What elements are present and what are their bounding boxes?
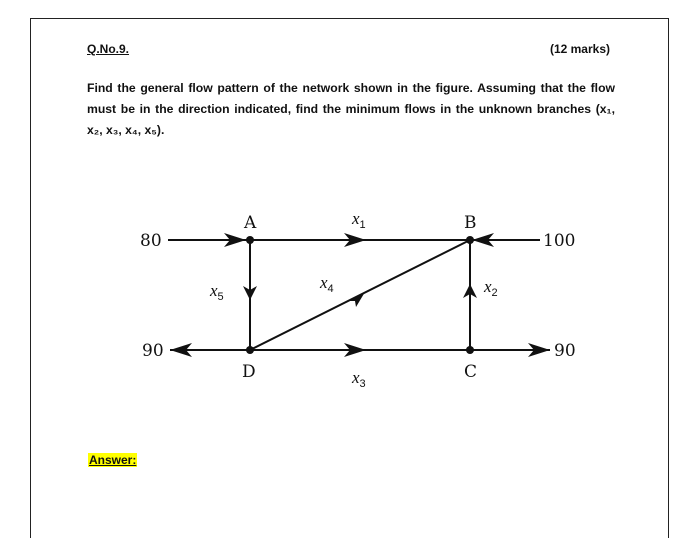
edge-label-x1: $x_1$ [352, 209, 366, 231]
edge-label-x5: $x_5$ [210, 281, 224, 303]
question-text [87, 78, 615, 141]
node-c [466, 346, 474, 354]
question-text-suffix: ). [156, 123, 165, 137]
node-d [246, 346, 254, 354]
question-marks: (12 marks) [549, 42, 610, 56]
answer-label: Answer: [89, 453, 137, 467]
node-label-c: C [464, 362, 478, 382]
edge-label-x3: $x_3$ [352, 368, 366, 390]
question-variables: x₁, x₂, x₃, x₄, x₅ [87, 102, 615, 137]
node-label-b: B [464, 213, 477, 233]
edge-label-x2: $x_2$ [484, 277, 498, 299]
node-label-d: D [242, 362, 256, 382]
question-text-prefix: Find the general flow pattern of the network shown in the figure. Assuming that the flow must be in the direction indicated, find the minimum flows in the unknown branches ( [87, 81, 615, 116]
edge-label-x4: $x_4$ [320, 273, 334, 295]
flow-in-a: 80 [140, 231, 162, 251]
network-diagram [130, 200, 610, 400]
flow-out-d: 90 [142, 341, 164, 361]
question-number: Q.No.9. [87, 42, 130, 56]
node-b [466, 236, 474, 244]
node-a [246, 236, 254, 244]
flow-in-b: 100 [543, 231, 576, 251]
node-label-a: A [244, 213, 257, 233]
flow-out-c: 90 [554, 341, 576, 361]
